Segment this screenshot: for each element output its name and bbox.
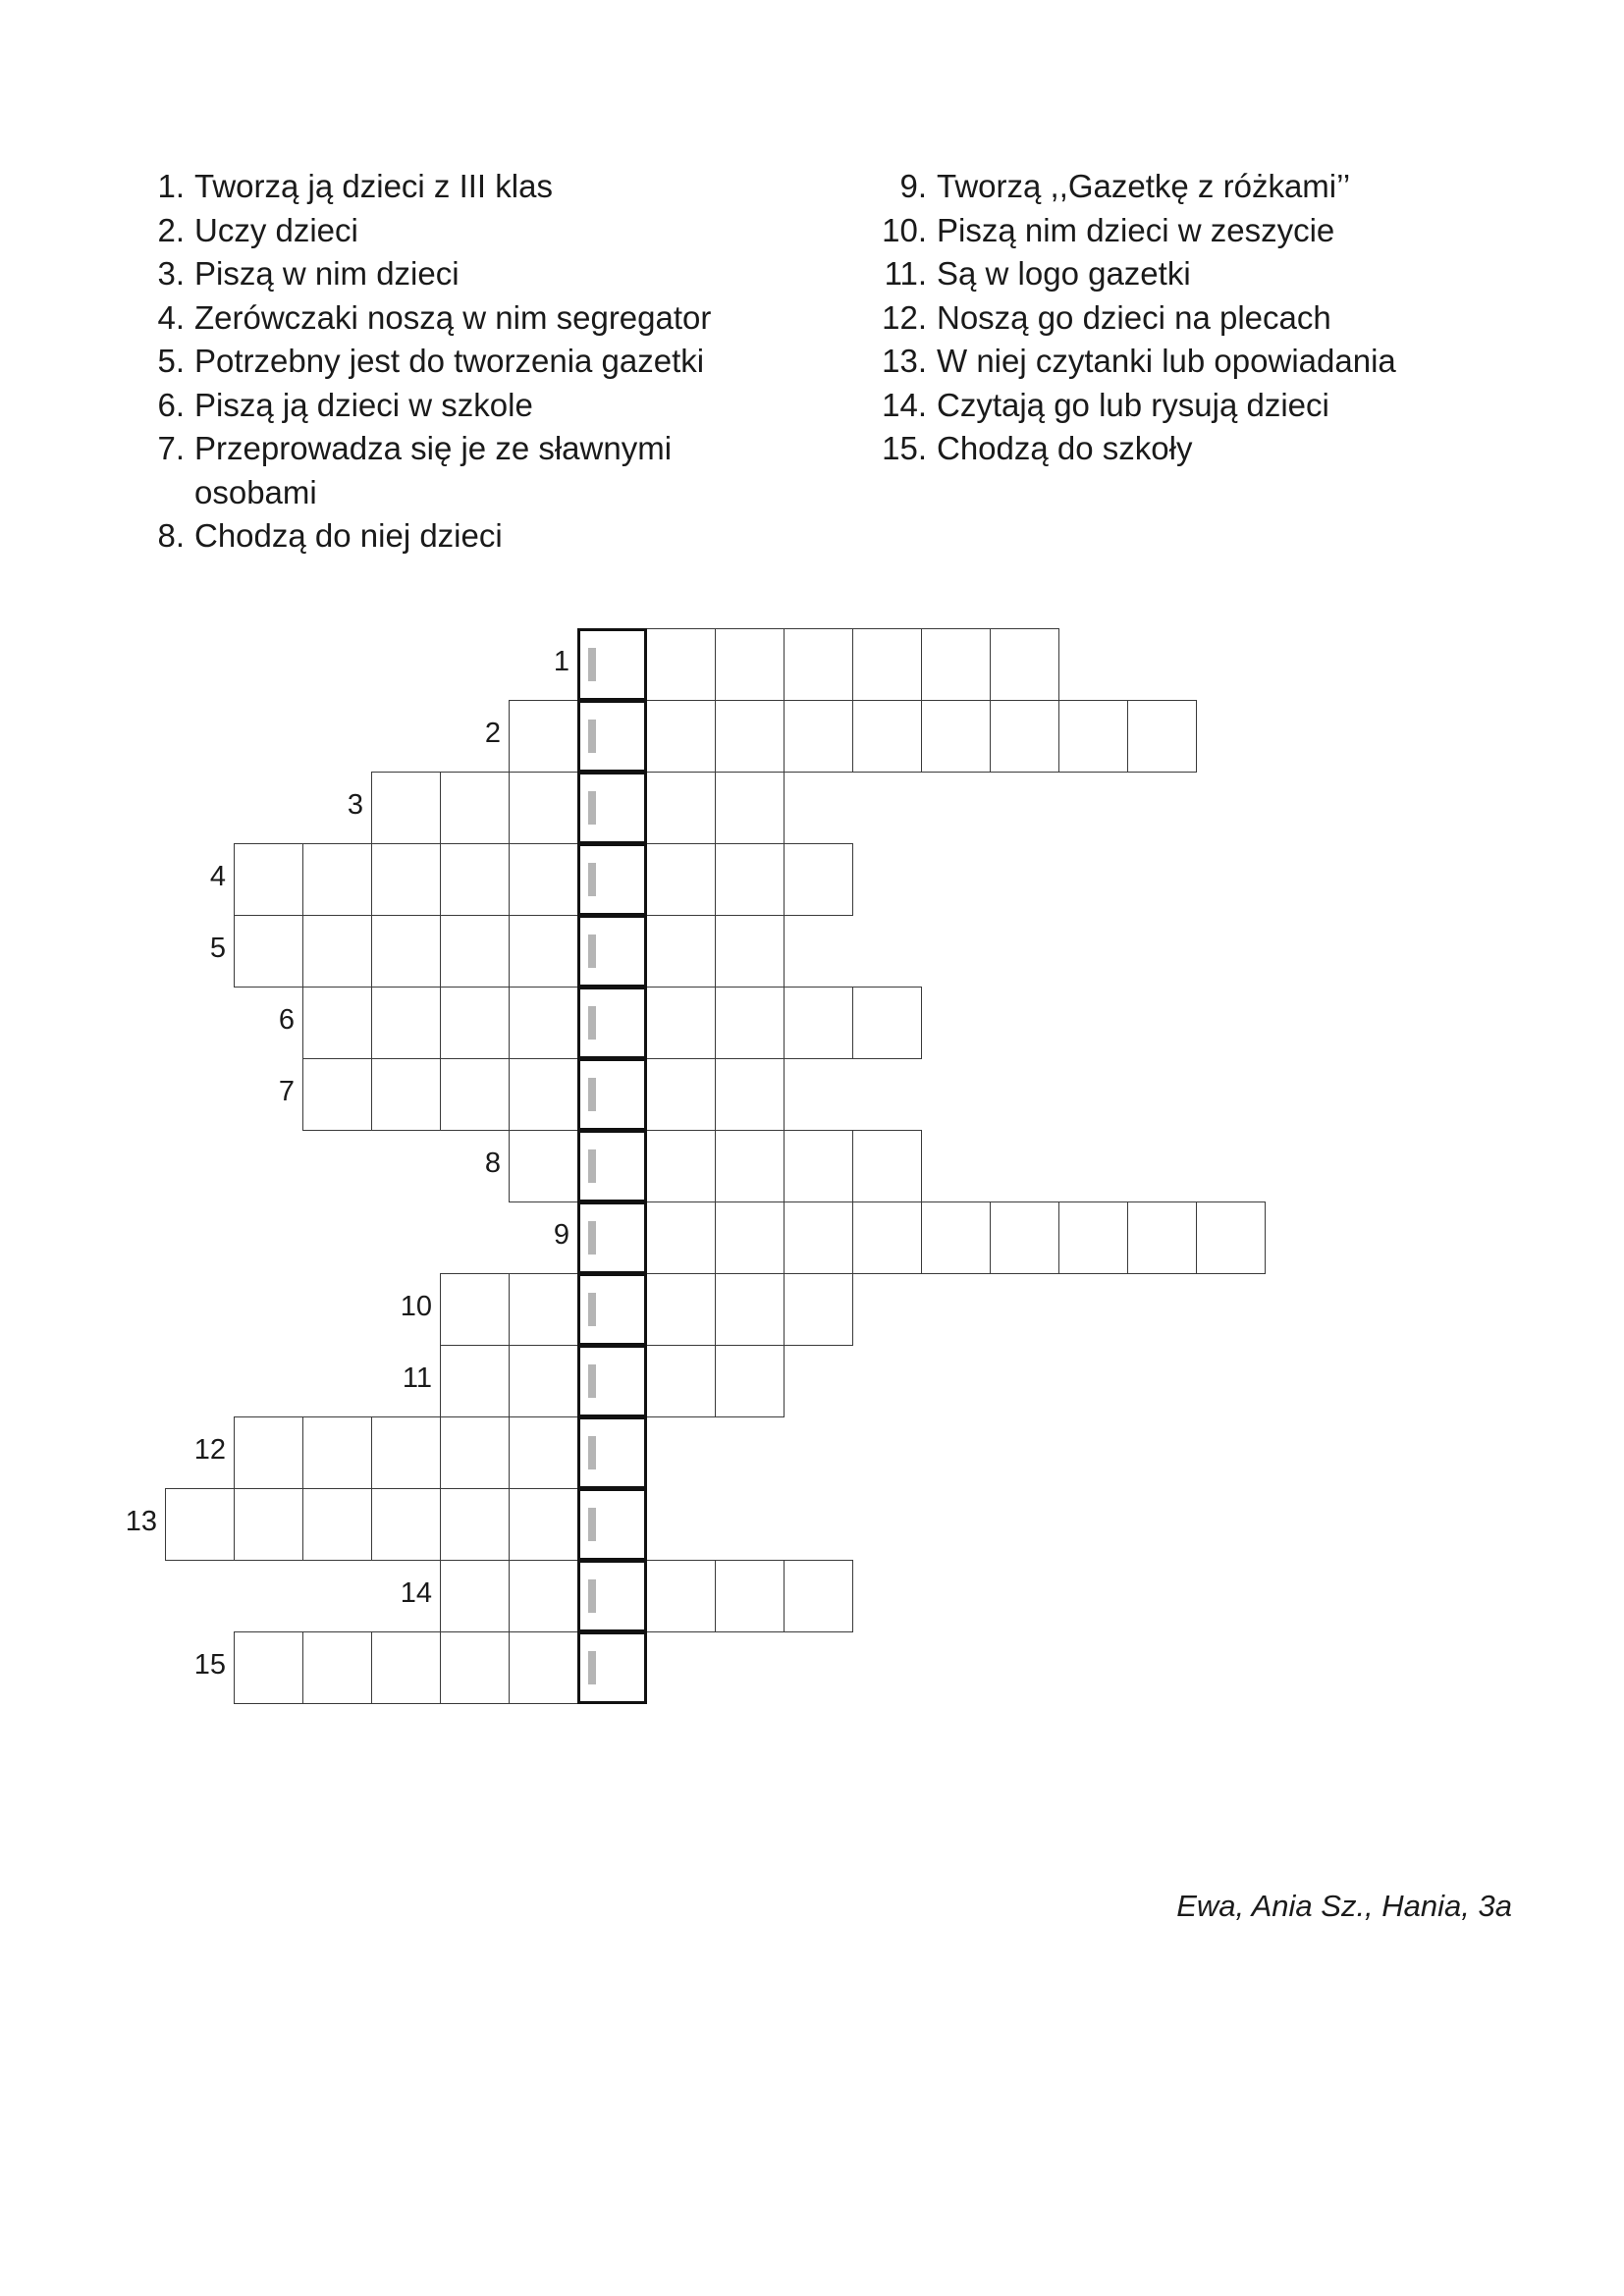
answer-cell[interactable]: [165, 1488, 235, 1561]
answer-cell[interactable]: [784, 1201, 853, 1274]
answer-cell[interactable]: [509, 1273, 578, 1346]
row-number: 1: [553, 646, 569, 677]
row-number: 6: [278, 1004, 295, 1036]
answer-cell[interactable]: [509, 700, 578, 773]
answer-cell[interactable]: [990, 700, 1059, 773]
answer-cell[interactable]: [302, 1488, 372, 1561]
clue-text: Potrzebny jest do tworzenia gazetki: [194, 343, 705, 379]
answer-cell[interactable]: [715, 772, 785, 844]
clue-number: 1.: [157, 168, 185, 204]
answer-cell[interactable]: [509, 1416, 578, 1489]
key-marker: [588, 1006, 596, 1040]
answer-cell[interactable]: [852, 1201, 922, 1274]
key-cell[interactable]: [577, 1631, 647, 1704]
row-number: 13: [125, 1506, 157, 1537]
answer-cell[interactable]: [509, 1631, 578, 1704]
key-marker: [588, 1651, 596, 1684]
clue-text: Noszą go dzieci na plecach: [937, 298, 1331, 336]
clue-number: 12.: [882, 298, 927, 336]
answer-cell[interactable]: [715, 1130, 785, 1202]
clue-number: 6.: [157, 386, 185, 423]
key-cell[interactable]: [577, 772, 647, 844]
key-marker: [588, 791, 596, 825]
answer-cell[interactable]: [371, 843, 441, 916]
clue-text: Piszą w nim dzieci: [194, 255, 460, 292]
answer-cell[interactable]: [784, 843, 853, 916]
answer-cell[interactable]: [646, 700, 716, 773]
answer-cell[interactable]: [784, 628, 853, 701]
answer-cell[interactable]: [440, 1345, 510, 1417]
clue-number: 8.: [157, 517, 185, 554]
answer-cell[interactable]: [440, 1416, 510, 1489]
key-cell[interactable]: [577, 700, 647, 773]
clue-number: 13.: [882, 343, 927, 379]
answer-cell[interactable]: [302, 1416, 372, 1489]
answer-cell[interactable]: [302, 843, 372, 916]
key-cell[interactable]: [577, 1345, 647, 1417]
clue-text: Piszą ją dzieci w szkole: [194, 386, 533, 423]
clue-text: Piszą nim dzieci w zeszycie: [937, 211, 1335, 248]
answer-cell[interactable]: [371, 915, 441, 988]
key-marker: [588, 1508, 596, 1541]
clue-text: Tworzą ,,Gazetkę z różkami’’: [937, 168, 1351, 204]
key-cell[interactable]: [577, 1416, 647, 1489]
key-marker: [588, 1149, 596, 1183]
answer-cell[interactable]: [1058, 700, 1128, 773]
answer-cell[interactable]: [440, 772, 510, 844]
answer-cell[interactable]: [440, 987, 510, 1059]
answer-cell[interactable]: [990, 628, 1059, 701]
clue-text: Uczy dzieci: [194, 211, 358, 248]
answer-cell[interactable]: [646, 772, 716, 844]
clue-text: Chodzą do szkoły: [937, 430, 1193, 466]
clue-number: 9.: [899, 168, 927, 204]
answer-cell[interactable]: [509, 987, 578, 1059]
key-cell[interactable]: [577, 987, 647, 1059]
answer-cell[interactable]: [715, 1058, 785, 1131]
key-cell[interactable]: [577, 1058, 647, 1131]
answer-cell[interactable]: [715, 987, 785, 1059]
key-marker: [588, 720, 596, 753]
answer-cell[interactable]: [784, 1273, 853, 1346]
clue-number: 7.: [157, 430, 185, 466]
answer-cell[interactable]: [784, 1560, 853, 1632]
clue-text: Zerówczaki noszą w nim segregator: [194, 298, 712, 336]
answer-cell[interactable]: [1196, 1201, 1266, 1274]
row-number: 3: [347, 789, 363, 821]
answer-cell[interactable]: [234, 843, 303, 916]
answer-cell[interactable]: [302, 987, 372, 1059]
answer-cell[interactable]: [509, 1058, 578, 1131]
answer-cell[interactable]: [371, 1416, 441, 1489]
row-number: 11: [402, 1362, 432, 1394]
answer-cell[interactable]: [509, 915, 578, 988]
clue-number: 2.: [157, 211, 185, 248]
answer-cell[interactable]: [302, 1058, 372, 1131]
key-marker: [588, 1579, 596, 1613]
answer-cell[interactable]: [715, 1345, 785, 1417]
key-marker: [588, 934, 596, 968]
answer-cell[interactable]: [852, 700, 922, 773]
answer-cell[interactable]: [852, 1130, 922, 1202]
row-number: 10: [400, 1291, 432, 1322]
answer-cell[interactable]: [784, 700, 853, 773]
answer-cell[interactable]: [440, 1560, 510, 1632]
answer-cell[interactable]: [784, 1130, 853, 1202]
key-cell[interactable]: [577, 1560, 647, 1632]
answer-cell[interactable]: [646, 915, 716, 988]
clue-text: Są w logo gazetki: [937, 255, 1191, 292]
clue-text: Chodzą do niej dzieci: [194, 517, 503, 554]
answer-cell[interactable]: [715, 915, 785, 988]
clue-number: 10.: [882, 211, 927, 248]
answer-cell[interactable]: [440, 1058, 510, 1131]
answer-cell[interactable]: [1127, 700, 1197, 773]
answer-cell[interactable]: [509, 1345, 578, 1417]
answer-cell[interactable]: [440, 915, 510, 988]
clue-number: 5.: [157, 343, 185, 379]
answer-cell[interactable]: [509, 1560, 578, 1632]
answer-cell[interactable]: [646, 628, 716, 701]
answer-cell[interactable]: [371, 1488, 441, 1561]
row-number: 9: [553, 1219, 569, 1251]
answer-cell[interactable]: [371, 1058, 441, 1131]
row-number: 5: [209, 933, 226, 964]
answer-cell[interactable]: [715, 1273, 785, 1346]
answer-cell[interactable]: [1127, 1201, 1197, 1274]
answer-cell[interactable]: [921, 1201, 991, 1274]
clue-text: W niej czytanki lub opowiadania: [937, 343, 1396, 379]
answer-cell[interactable]: [1058, 1201, 1128, 1274]
row-number: 15: [193, 1649, 226, 1681]
answer-cell[interactable]: [852, 628, 922, 701]
answer-cell[interactable]: [715, 1560, 785, 1632]
answer-cell[interactable]: [371, 1631, 441, 1704]
key-cell[interactable]: [577, 1273, 647, 1346]
answer-cell[interactable]: [440, 1631, 510, 1704]
answer-cell[interactable]: [715, 843, 785, 916]
key-cell[interactable]: [577, 915, 647, 988]
key-marker: [588, 648, 596, 681]
answer-cell[interactable]: [715, 628, 785, 701]
answer-cell[interactable]: [646, 1058, 716, 1131]
key-marker: [588, 1436, 596, 1469]
key-marker: [588, 1364, 596, 1398]
answer-cell[interactable]: [440, 843, 510, 916]
answer-cell[interactable]: [921, 628, 991, 701]
key-cell[interactable]: [577, 1130, 647, 1202]
row-number: 2: [484, 718, 501, 749]
answer-cell[interactable]: [646, 1273, 716, 1346]
key-cell[interactable]: [577, 628, 647, 701]
answer-cell[interactable]: [371, 987, 441, 1059]
clue-number: 4.: [157, 298, 185, 336]
answer-cell[interactable]: [509, 843, 578, 916]
answer-cell[interactable]: [509, 772, 578, 844]
row-number: 12: [193, 1434, 226, 1466]
answer-cell[interactable]: [440, 1273, 510, 1346]
answer-cell[interactable]: [715, 700, 785, 773]
answer-cell[interactable]: [234, 915, 303, 988]
clue-number: 14.: [882, 386, 927, 423]
answer-cell[interactable]: [509, 1130, 578, 1202]
answer-cell[interactable]: [440, 1488, 510, 1561]
answer-cell[interactable]: [646, 1345, 716, 1417]
answer-cell[interactable]: [646, 1201, 716, 1274]
answer-cell[interactable]: [646, 987, 716, 1059]
key-marker: [588, 1078, 596, 1111]
answer-cell[interactable]: [234, 1631, 303, 1704]
key-marker: [588, 1221, 596, 1255]
row-number: 4: [209, 861, 226, 892]
clue-text: Tworzą ją dzieci z III klas: [194, 168, 553, 204]
answer-cell[interactable]: [715, 1201, 785, 1274]
key-cell[interactable]: [577, 843, 647, 916]
key-cell[interactable]: [577, 1201, 647, 1274]
answer-cell[interactable]: [990, 1201, 1059, 1274]
answer-cell[interactable]: [302, 915, 372, 988]
answer-cell[interactable]: [646, 1560, 716, 1632]
answer-cell[interactable]: [234, 1488, 303, 1561]
answer-cell[interactable]: [852, 987, 922, 1059]
key-marker: [588, 1293, 596, 1326]
answer-cell[interactable]: [646, 1130, 716, 1202]
row-number: 14: [400, 1577, 432, 1609]
clue-text: Czytają go lub rysują dzieci: [937, 386, 1329, 423]
key-cell[interactable]: [577, 1488, 647, 1561]
clue-number: 15.: [882, 430, 927, 466]
answer-cell[interactable]: [921, 700, 991, 773]
author-credit: Ewa, Ania Sz., Hania, 3a: [1176, 1889, 1512, 1923]
answer-cell[interactable]: [646, 843, 716, 916]
clue-number: 3.: [157, 255, 185, 292]
clue-number: 11.: [884, 255, 927, 292]
answer-cell[interactable]: [234, 1416, 303, 1489]
answer-cell[interactable]: [371, 772, 441, 844]
answer-cell[interactable]: [302, 1631, 372, 1704]
clue-text: Przeprowadza się je ze sławnymi osobami: [194, 430, 673, 510]
key-marker: [588, 863, 596, 896]
row-number: 7: [278, 1076, 295, 1107]
answer-cell[interactable]: [509, 1488, 578, 1561]
answer-cell[interactable]: [784, 987, 853, 1059]
row-number: 8: [484, 1148, 501, 1179]
